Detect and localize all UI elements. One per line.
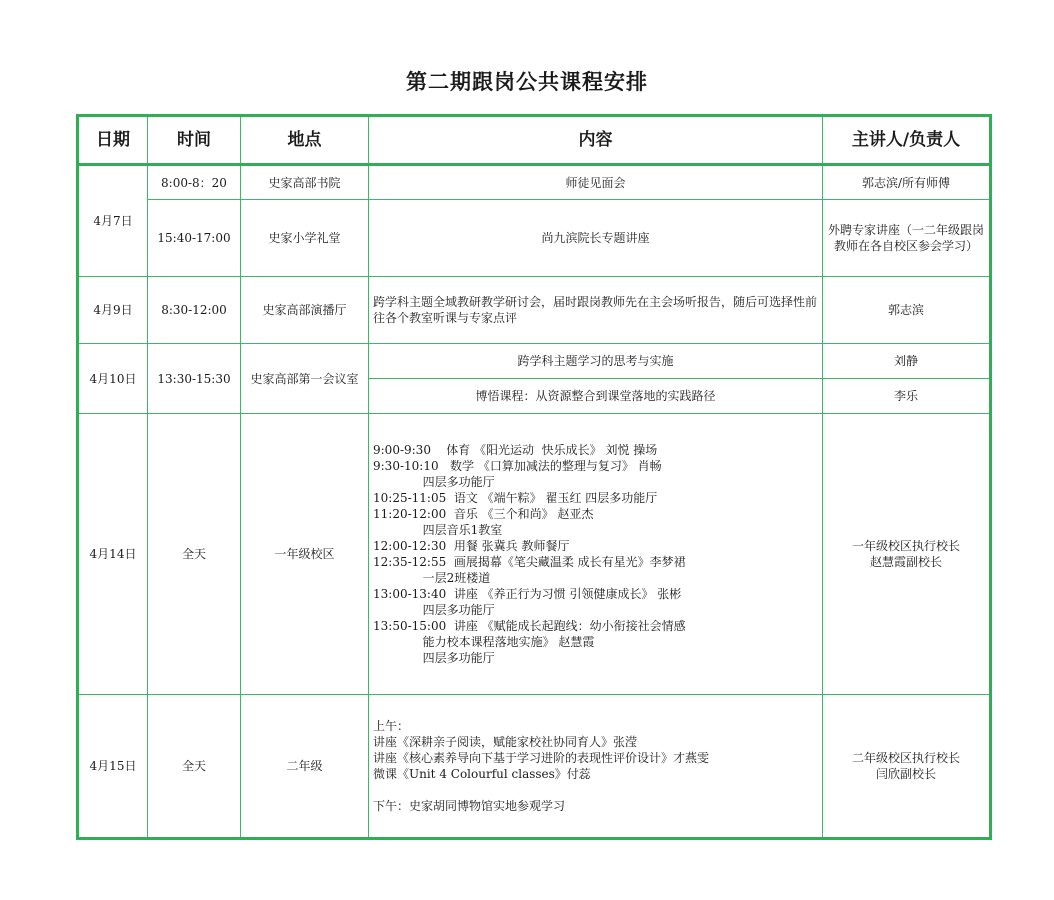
table-row (78, 695, 991, 839)
content-cell: 师徒见面会 (369, 165, 823, 200)
date-cell: 4月9日 (78, 277, 148, 344)
table-row (78, 200, 991, 277)
place-cell: 二年级 (241, 695, 369, 839)
table-row (78, 165, 991, 200)
time-cell: 13:30-15:30 (148, 344, 241, 414)
place-cell: 史家小学礼堂 (241, 200, 369, 277)
header-content: 内容 (369, 116, 823, 165)
time-cell: 15:40-17:00 (148, 200, 241, 277)
date-cell: 4月10日 (78, 344, 148, 414)
date-cell: 4月7日 (78, 165, 148, 277)
place-cell: 史家高部书院 (241, 165, 369, 200)
time-cell: 全天 (148, 414, 241, 695)
place-cell: 史家高部演播厅 (241, 277, 369, 344)
page-title: 第二期跟岗公共课程安排 (406, 70, 648, 94)
header-date: 日期 (78, 116, 148, 165)
time-cell: 全天 (148, 695, 241, 839)
header-place: 地点 (241, 116, 369, 165)
content-cell: 博悟课程：从资源整合到课堂落地的实践路径 (369, 379, 823, 414)
table-row (78, 414, 991, 695)
time-cell: 8:00-8：20 (148, 165, 241, 200)
place-cell: 一年级校区 (241, 414, 369, 695)
speaker-cell: 李乐 (823, 379, 991, 414)
content-cell: 9:00-9:30 体育 《阳光运动 快乐成长》 刘悦 操场 9:30-10:10 数学 《口算加减法的整理与复习》 肖畅 四层多功能厅 10:25-11:05 语文 《端午粽》 翟玉红 四层多功能厅 11:20-12:00 音乐 《三个和尚》 赵亚杰 四层音乐1教室 12:00-12:30 用餐 张冀兵 教师餐厅 12:35-12:55 画展揭幕《笔尖藏温柔 成长有星光》李梦裙 一层2班楼道 13:00-13:40 讲座 《养正行为习惯 引领健康成长》 张彬 四层多功能厅 13:50-15:00 讲座 《赋能成长起跑线：幼小衔接社会情感 能力校本课程落地实施》 赵慧霞 四层多功能厅 (369, 414, 823, 695)
header-time: 时间 (148, 116, 241, 165)
header-row (78, 116, 991, 165)
speaker-cell: 郭志滨/所有师傅 (823, 165, 991, 200)
date-cell: 4月14日 (78, 414, 148, 695)
table-row (78, 277, 991, 344)
content-cell: 跨学科主题学习的思考与实施 (369, 344, 823, 379)
table-row (78, 344, 991, 379)
speaker-cell: 郭志滨 (823, 277, 991, 344)
time-cell: 8:30-12:00 (148, 277, 241, 344)
header-speaker: 主讲人/负责人 (823, 116, 991, 165)
content-cell: 上午： 讲座《深耕亲子阅读，赋能家校社协同育人》张滢 讲座《核心素养导向下基于学习进阶的表现性评价设计》才燕雯 微课《Unit 4 Colourful classes》付蕊 下午：史家胡同博物馆实地参观学习 (369, 695, 823, 839)
speaker-cell: 二年级校区执行校长 闫欣副校长 (823, 695, 991, 839)
place-cell: 史家高部第一会议室 (241, 344, 369, 414)
speaker-cell: 一年级校区执行校长 赵慧霞副校长 (823, 414, 991, 695)
speaker-cell: 刘静 (823, 344, 991, 379)
content-cell: 跨学科主题全域教研教学研讨会，届时跟岗教师先在主会场听报告，随后可选择性前往各个教室听课与专家点评 (369, 277, 823, 344)
speaker-cell: 外聘专家讲座（一二年级跟岗教师在各自校区参会学习） (823, 200, 991, 277)
content-cell: 尚九滨院长专题讲座 (369, 200, 823, 277)
date-cell: 4月15日 (78, 695, 148, 839)
schedule-table (76, 114, 992, 840)
